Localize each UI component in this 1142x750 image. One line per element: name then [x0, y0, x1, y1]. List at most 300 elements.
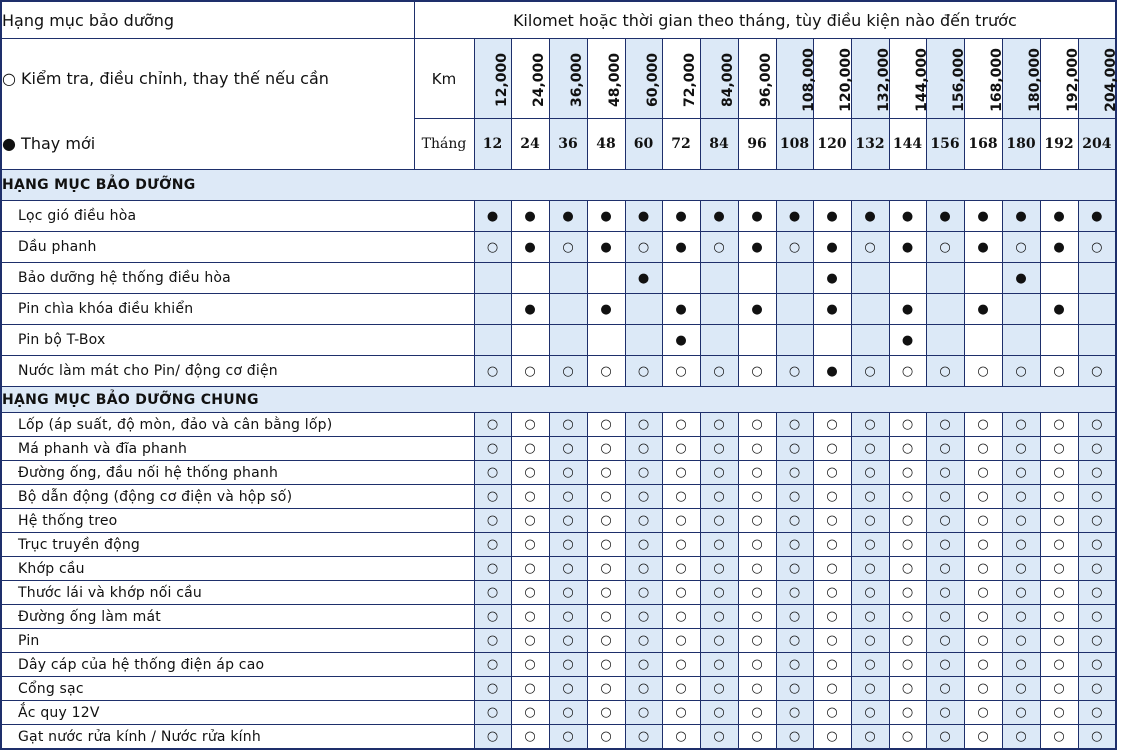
km-interval-value: 120,000 [837, 48, 854, 112]
replace-mark: ● [662, 325, 700, 356]
km-interval-header [587, 39, 625, 119]
empty-cell [926, 325, 964, 356]
replace-mark: ● [587, 201, 625, 232]
check-mark: ○ [926, 232, 964, 263]
check-mark: ○ [1002, 653, 1040, 677]
check-mark: ○ [926, 581, 964, 605]
check-mark: ○ [587, 581, 625, 605]
table-row [1, 201, 1116, 232]
check-mark: ○ [926, 725, 964, 750]
check-mark: ○ [625, 629, 662, 653]
check-mark: ○ [549, 581, 587, 605]
maintenance-item-label: Pin chìa khóa điều khiển [1, 294, 474, 325]
check-mark: ○ [700, 557, 738, 581]
table-row [1, 677, 1116, 701]
check-mark: ○ [474, 437, 511, 461]
check-mark: ○ [851, 461, 889, 485]
check-mark: ○ [813, 437, 851, 461]
month-interval-value: 168 [964, 119, 1002, 170]
check-mark: ○ [587, 437, 625, 461]
check-mark: ○ [964, 701, 1002, 725]
check-mark: ○ [926, 557, 964, 581]
check-mark: ○ [889, 533, 926, 557]
check-mark: ○ [964, 725, 1002, 750]
km-interval-value: 156,000 [950, 48, 967, 112]
replace-mark: ● [964, 294, 1002, 325]
maintenance-item-label: Dầu phanh [1, 232, 474, 263]
empty-cell [1040, 325, 1078, 356]
check-mark: ○ [625, 437, 662, 461]
check-mark: ○ [549, 557, 587, 581]
check-mark: ○ [813, 605, 851, 629]
check-mark: ○ [813, 557, 851, 581]
month-interval-value: 192 [1040, 119, 1078, 170]
check-mark: ○ [587, 605, 625, 629]
check-mark: ○ [511, 356, 549, 387]
table-row [1, 533, 1116, 557]
table-row [1, 232, 1116, 263]
check-mark: ○ [738, 725, 776, 750]
check-mark: ○ [738, 677, 776, 701]
check-mark: ○ [625, 413, 662, 437]
empty-cell [738, 325, 776, 356]
check-mark: ○ [625, 725, 662, 750]
check-mark: ○ [700, 356, 738, 387]
check-mark: ○ [511, 509, 549, 533]
table-row [1, 325, 1116, 356]
check-mark: ○ [549, 485, 587, 509]
check-mark: ○ [889, 557, 926, 581]
check-mark: ○ [813, 509, 851, 533]
check-mark: ○ [964, 461, 1002, 485]
check-mark: ○ [926, 629, 964, 653]
km-interval-value: 72,000 [681, 52, 698, 108]
check-mark: ○ [738, 437, 776, 461]
check-mark: ○ [889, 629, 926, 653]
check-mark: ○ [1078, 232, 1116, 263]
empty-cell [926, 263, 964, 294]
check-mark: ○ [889, 509, 926, 533]
check-mark: ○ [625, 509, 662, 533]
section-header-row [1, 387, 1116, 413]
km-interval-value: 96,000 [757, 52, 774, 108]
check-mark: ○ [662, 437, 700, 461]
section-title: HẠNG MỤC BẢO DƯỠNG [1, 170, 1116, 201]
empty-cell [587, 325, 625, 356]
empty-cell [813, 325, 851, 356]
maintenance-item-label: Khớp cầu [1, 557, 474, 581]
check-mark: ○ [511, 461, 549, 485]
check-mark: ○ [474, 605, 511, 629]
check-mark: ○ [474, 557, 511, 581]
check-mark: ○ [1002, 437, 1040, 461]
table-row [1, 263, 1116, 294]
check-mark: ○ [625, 356, 662, 387]
check-mark: ○ [625, 533, 662, 557]
check-mark: ○ [813, 629, 851, 653]
check-mark: ○ [776, 509, 813, 533]
check-mark: ○ [1040, 629, 1078, 653]
check-mark: ○ [738, 557, 776, 581]
check-mark: ○ [964, 356, 1002, 387]
maintenance-item-label: Bảo dưỡng hệ thống điều hòa [1, 263, 474, 294]
check-mark: ○ [474, 485, 511, 509]
empty-cell [964, 325, 1002, 356]
empty-cell [1078, 325, 1116, 356]
check-mark: ○ [889, 461, 926, 485]
month-interval-value: 156 [926, 119, 964, 170]
check-mark: ○ [587, 533, 625, 557]
check-mark: ○ [700, 413, 738, 437]
empty-cell [851, 263, 889, 294]
check-mark: ○ [1078, 509, 1116, 533]
check-mark: ○ [549, 605, 587, 629]
empty-cell [662, 263, 700, 294]
check-mark: ○ [813, 701, 851, 725]
check-mark: ○ [549, 725, 587, 750]
check-mark: ○ [926, 653, 964, 677]
replace-mark: ● [511, 201, 549, 232]
check-mark: ○ [1002, 461, 1040, 485]
check-mark: ○ [587, 701, 625, 725]
km-interval-header [776, 39, 817, 119]
table-row [1, 461, 1116, 485]
check-mark: ○ [1040, 653, 1078, 677]
month-interval-value: 72 [662, 119, 700, 170]
replace-mark: ● [926, 201, 964, 232]
check-mark: ○ [1040, 581, 1078, 605]
check-mark: ○ [1078, 701, 1116, 725]
check-mark: ○ [964, 509, 1002, 533]
replace-mark: ● [813, 232, 851, 263]
check-mark: ○ [738, 509, 776, 533]
maintenance-item-label: Trục truyền động [1, 533, 474, 557]
check-mark: ○ [964, 437, 1002, 461]
check-mark: ○ [474, 413, 511, 437]
km-interval-value: 144,000 [913, 48, 930, 112]
check-mark: ○ [625, 653, 662, 677]
maintenance-item-label: Lốp (áp suất, độ mòn, đảo và cân bằng lốp) [1, 413, 474, 437]
check-mark: ○ [851, 725, 889, 750]
check-mark: ○ [662, 677, 700, 701]
check-mark: ○ [511, 677, 549, 701]
check-mark: ○ [813, 485, 851, 509]
maintenance-item-label: Đường ống, đầu nối hệ thống phanh [1, 461, 474, 485]
check-mark: ○ [1002, 629, 1040, 653]
check-mark: ○ [662, 653, 700, 677]
check-mark: ○ [889, 605, 926, 629]
check-mark: ○ [1040, 509, 1078, 533]
replace-mark: ● [511, 232, 549, 263]
check-mark: ○ [776, 677, 813, 701]
replace-mark: ● [1040, 232, 1078, 263]
km-label: Km [414, 39, 474, 119]
empty-cell [700, 325, 738, 356]
check-mark: ○ [662, 581, 700, 605]
replace-mark: ● [964, 232, 1002, 263]
check-mark: ○ [851, 356, 889, 387]
km-interval-value: 36,000 [568, 52, 585, 108]
check-mark: ○ [1002, 605, 1040, 629]
month-interval-value: 24 [511, 119, 549, 170]
replace-mark: ● [662, 232, 700, 263]
check-mark: ○ [700, 725, 738, 750]
check-mark: ○ [474, 653, 511, 677]
check-mark: ○ [889, 413, 926, 437]
check-mark: ○ [813, 533, 851, 557]
check-mark: ○ [549, 232, 587, 263]
check-mark: ○ [926, 413, 964, 437]
maintenance-item-label: Gạt nước rửa kính / Nước rửa kính [1, 725, 474, 750]
check-mark: ○ [926, 701, 964, 725]
check-mark: ○ [738, 701, 776, 725]
check-mark: ○ [700, 653, 738, 677]
check-mark: ○ [1040, 437, 1078, 461]
check-mark: ○ [700, 581, 738, 605]
empty-cell [549, 325, 587, 356]
km-interval-header [625, 39, 662, 119]
replace-mark: ● [889, 325, 926, 356]
check-mark: ○ [511, 485, 549, 509]
check-mark: ○ [738, 356, 776, 387]
check-mark: ○ [549, 356, 587, 387]
check-mark: ○ [700, 629, 738, 653]
km-interval-value: 192,000 [1064, 48, 1081, 112]
empty-cell [851, 325, 889, 356]
check-mark: ○ [776, 605, 813, 629]
check-mark: ○ [474, 701, 511, 725]
check-mark: ○ [511, 653, 549, 677]
check-mark: ○ [1078, 413, 1116, 437]
check-mark: ○ [1002, 509, 1040, 533]
check-mark: ○ [926, 533, 964, 557]
check-mark: ○ [700, 232, 738, 263]
maintenance-item-label: Ắc quy 12V [1, 701, 474, 725]
table-row [1, 509, 1116, 533]
check-mark: ○ [851, 232, 889, 263]
km-interval-header [738, 39, 776, 119]
check-mark: ○ [625, 485, 662, 509]
check-mark: ○ [625, 461, 662, 485]
check-mark: ○ [511, 629, 549, 653]
check-mark: ○ [625, 557, 662, 581]
month-interval-value: 108 [776, 119, 813, 170]
check-mark: ○ [511, 701, 549, 725]
check-mark: ○ [662, 485, 700, 509]
check-mark: ○ [926, 605, 964, 629]
check-mark: ○ [1078, 557, 1116, 581]
month-interval-value: 132 [851, 119, 889, 170]
check-mark: ○ [776, 232, 813, 263]
check-mark: ○ [549, 413, 587, 437]
empty-cell [889, 263, 926, 294]
table-row [1, 605, 1116, 629]
km-interval-header [964, 39, 1005, 119]
replace-mark: ● [813, 263, 851, 294]
check-mark: ○ [662, 509, 700, 533]
table-row [1, 701, 1116, 725]
table-row [1, 557, 1116, 581]
check-mark: ○ [587, 509, 625, 533]
replace-mark: ● [587, 294, 625, 325]
check-mark: ○ [964, 677, 1002, 701]
check-mark: ○ [1040, 605, 1078, 629]
check-mark: ○ [926, 437, 964, 461]
check-mark: ○ [474, 232, 511, 263]
replace-mark: ● [662, 201, 700, 232]
replace-mark: ● [738, 232, 776, 263]
check-mark: ○ [851, 533, 889, 557]
section-title: HẠNG MỤC BẢO DƯỠNG CHUNG [1, 387, 1116, 413]
check-mark: ○ [474, 461, 511, 485]
empty-cell [926, 294, 964, 325]
check-mark: ○ [1040, 557, 1078, 581]
empty-cell [1002, 325, 1040, 356]
check-mark: ○ [1040, 356, 1078, 387]
check-mark: ○ [549, 677, 587, 701]
replace-mark: ● [511, 294, 549, 325]
maintenance-item-label: Hệ thống treo [1, 509, 474, 533]
km-interval-value: 180,000 [1026, 48, 1043, 112]
check-mark: ○ [511, 725, 549, 750]
check-mark: ○ [1040, 725, 1078, 750]
check-mark: ○ [813, 413, 851, 437]
check-mark: ○ [776, 725, 813, 750]
km-interval-header [474, 39, 511, 119]
replace-mark: ● [889, 294, 926, 325]
replace-mark: ● [1040, 294, 1078, 325]
check-mark: ○ [813, 581, 851, 605]
km-interval-header [511, 39, 549, 119]
month-interval-value: 60 [625, 119, 662, 170]
check-mark: ○ [511, 605, 549, 629]
check-mark: ○ [1040, 413, 1078, 437]
month-interval-value: 204 [1078, 119, 1116, 170]
check-mark: ○ [776, 437, 813, 461]
km-interval-value: 204,000 [1102, 48, 1119, 112]
empty-cell [474, 325, 511, 356]
table-row [1, 485, 1116, 509]
check-mark: ○ [662, 725, 700, 750]
check-mark: ○ [776, 557, 813, 581]
section-header-row [1, 170, 1116, 201]
replace-mark: ● [889, 232, 926, 263]
check-mark: ○ [1002, 485, 1040, 509]
table-row [1, 653, 1116, 677]
check-mark: ○ [889, 437, 926, 461]
check-mark: ○ [1078, 677, 1116, 701]
check-mark: ○ [889, 677, 926, 701]
schedule-body [1, 170, 1116, 750]
check-mark: ○ [625, 605, 662, 629]
maintenance-item-label: Đường ống làm mát [1, 605, 474, 629]
check-mark: ○ [1078, 629, 1116, 653]
check-mark: ○ [926, 485, 964, 509]
month-interval-value: 144 [889, 119, 926, 170]
check-mark: ○ [1002, 413, 1040, 437]
check-mark: ○ [926, 356, 964, 387]
check-mark: ○ [738, 461, 776, 485]
month-interval-value: 12 [474, 119, 511, 170]
replace-mark: ● [700, 201, 738, 232]
check-mark: ○ [549, 437, 587, 461]
check-mark: ○ [587, 413, 625, 437]
check-mark: ○ [700, 461, 738, 485]
km-interval-value: 108,000 [800, 48, 817, 112]
replace-mark: ● [851, 201, 889, 232]
replace-mark: ● [776, 201, 813, 232]
check-mark: ○ [625, 581, 662, 605]
month-interval-value: 120 [813, 119, 851, 170]
check-mark: ○ [926, 509, 964, 533]
check-mark: ○ [587, 629, 625, 653]
check-mark: ○ [700, 485, 738, 509]
maintenance-item-label: Pin [1, 629, 474, 653]
km-interval-value: 48,000 [606, 52, 623, 108]
check-mark: ○ [851, 653, 889, 677]
table-row [1, 294, 1116, 325]
check-mark: ○ [926, 677, 964, 701]
check-mark: ○ [1078, 605, 1116, 629]
check-mark: ○ [700, 437, 738, 461]
check-mark: ○ [851, 485, 889, 509]
check-mark: ○ [587, 653, 625, 677]
table-row [1, 356, 1116, 387]
replace-mark: ● [738, 201, 776, 232]
check-mark: ○ [662, 413, 700, 437]
km-interval-header [1040, 39, 1081, 119]
check-mark: ○ [511, 557, 549, 581]
maintenance-item-label: Pin bộ T-Box [1, 325, 474, 356]
maintenance-items-title: Hạng mục bảo dưỡng [1, 1, 414, 39]
km-interval-header [700, 39, 738, 119]
check-mark: ○ [776, 533, 813, 557]
maintenance-item-label: Thước lái và khớp nối cầu [1, 581, 474, 605]
check-mark: ○ [964, 629, 1002, 653]
check-mark: ○ [964, 557, 1002, 581]
check-mark: ○ [738, 485, 776, 509]
check-mark: ○ [549, 533, 587, 557]
check-mark: ○ [738, 413, 776, 437]
check-mark: ○ [662, 557, 700, 581]
check-mark: ○ [662, 605, 700, 629]
check-mark: ○ [700, 701, 738, 725]
check-mark: ○ [964, 485, 1002, 509]
check-mark: ○ [776, 356, 813, 387]
check-mark: ○ [549, 629, 587, 653]
km-interval-header [813, 39, 854, 119]
empty-cell [738, 263, 776, 294]
empty-cell [549, 263, 587, 294]
check-mark: ○ [851, 605, 889, 629]
replace-mark: ● [625, 201, 662, 232]
check-mark: ○ [474, 629, 511, 653]
check-mark: ○ [1078, 725, 1116, 750]
empty-cell [964, 263, 1002, 294]
check-mark: ○ [776, 413, 813, 437]
check-mark: ○ [738, 605, 776, 629]
check-mark: ○ [889, 356, 926, 387]
check-mark: ○ [474, 533, 511, 557]
table-row [1, 725, 1116, 750]
check-mark: ○ [700, 605, 738, 629]
maintenance-item-label: Cổng sạc [1, 677, 474, 701]
km-interval-header [549, 39, 587, 119]
check-mark: ○ [889, 725, 926, 750]
check-mark: ○ [776, 461, 813, 485]
check-mark: ○ [474, 581, 511, 605]
check-mark: ○ [776, 485, 813, 509]
